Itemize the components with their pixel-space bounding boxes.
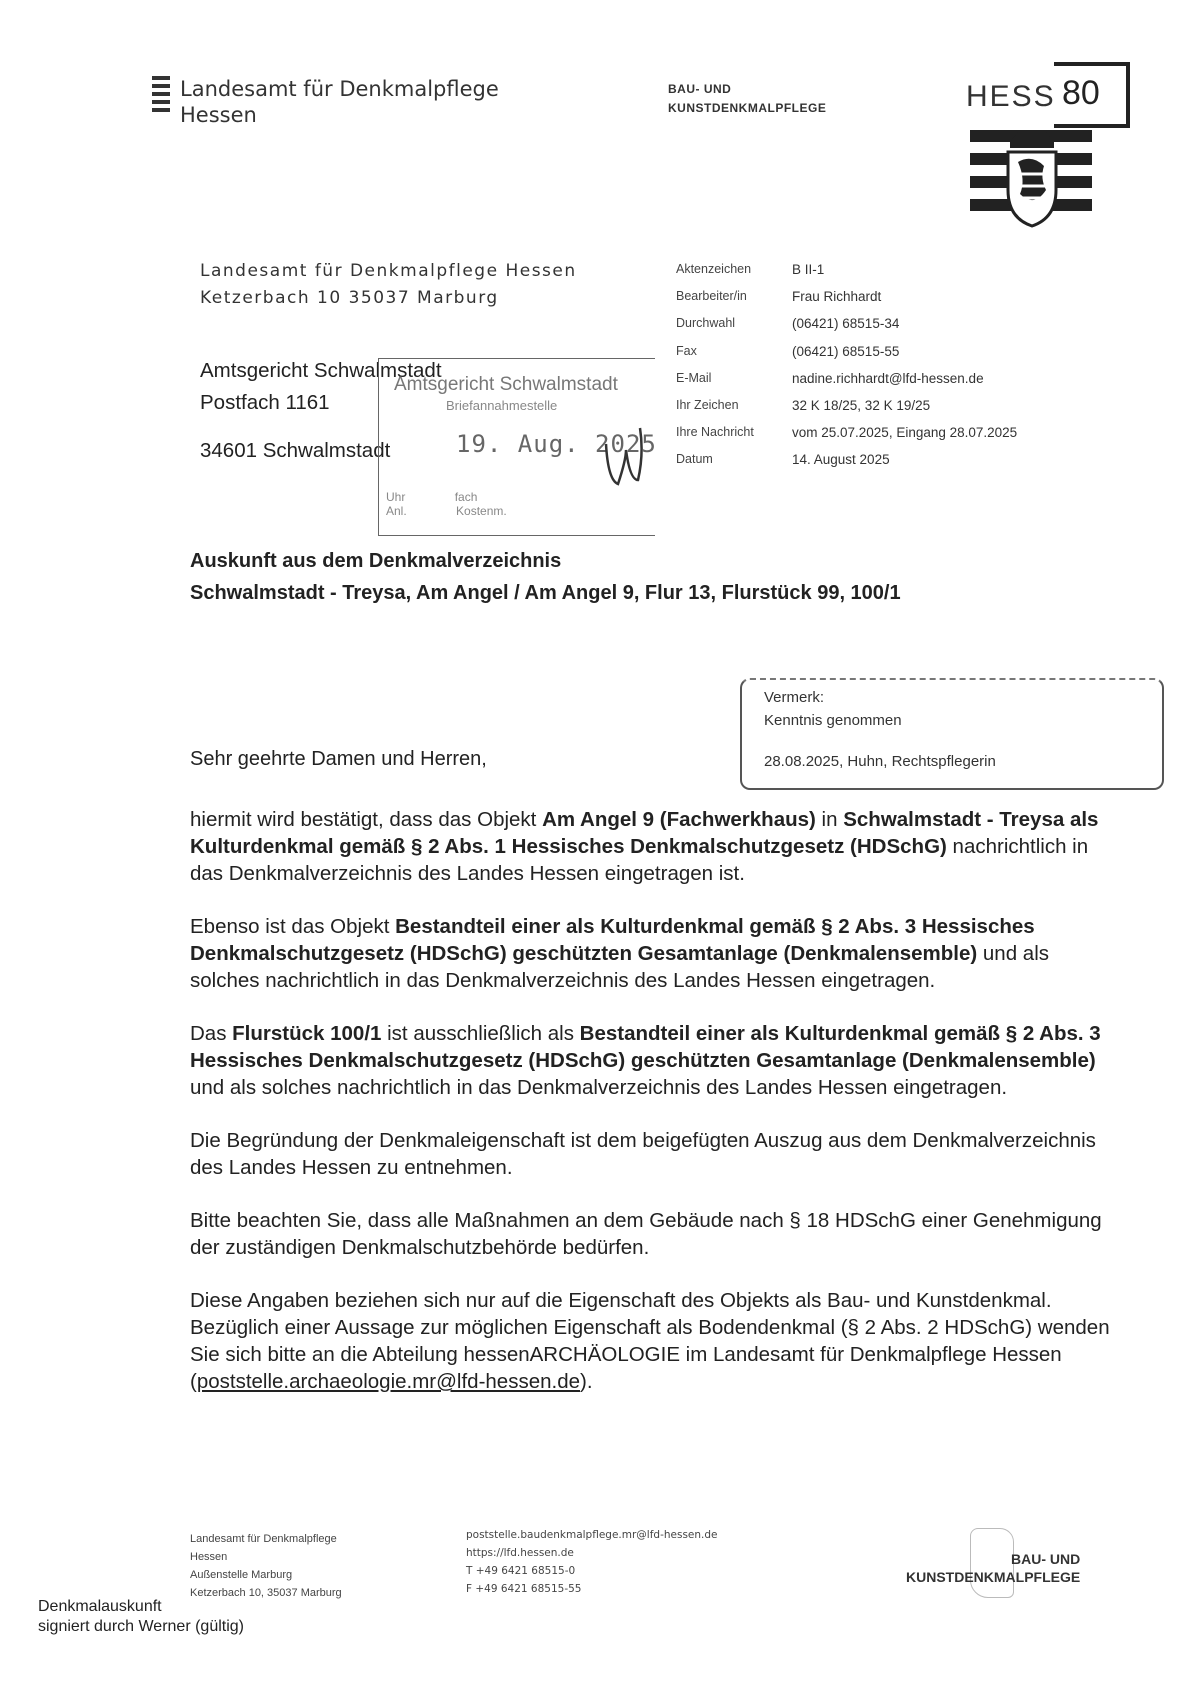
footer-fax: F +49 6421 68515-55 xyxy=(466,1583,582,1595)
stamp-fach-label: fach xyxy=(454,490,478,504)
reference-label: Datum xyxy=(676,452,713,467)
subject-line2: Schwalmstadt - Treysa, Am Angel / Am Angel 9, Flur 13, Flurstück 99, 100/1 xyxy=(190,582,901,604)
reference-value: Frau Richhardt xyxy=(792,289,882,305)
hessen-80-label: 80 xyxy=(1062,74,1100,112)
reference-row xyxy=(676,371,1096,398)
reference-row xyxy=(676,452,1096,479)
paragraph-6 xyxy=(190,1287,1120,1395)
recipient-line3: 34601 Schwalmstadt xyxy=(200,439,391,462)
letter-body xyxy=(190,806,1120,1421)
digital-signature-note xyxy=(38,1597,244,1637)
footer-department-mark xyxy=(906,1550,1080,1586)
department xyxy=(668,80,826,118)
p3-text-c: ist ausschließlich als xyxy=(381,1022,580,1045)
sender-line2: Ketzerbach 10 35037 Marburg xyxy=(200,288,499,308)
greeting: Sehr geehrte Damen und Herren, xyxy=(190,748,487,770)
p6-text-a: Diese Angaben beziehen sich nur auf die Eigenschaft des Objekts als Bau- und Kunstdenkmal. Bezüglich einer Aussage zur möglichen Eigenschaft als Bodendenkmal (§ 2 Abs. 2 HDSchG) wenden Sie sich bitte an die Abteilung hessenARCHÄOLOGIE im Landesamt für Denkmalpflege Hessen ( xyxy=(190,1289,1110,1393)
reference-label: Bearbeiter/in xyxy=(676,289,747,304)
reference-label: Durchwahl xyxy=(676,316,736,331)
note-label: Vermerk: xyxy=(764,689,825,706)
subject-line1: Auskunft aus dem Denkmalverzeichnis xyxy=(190,550,562,572)
paragraph-3 xyxy=(190,1020,1120,1101)
stamp-kosten-label: Kostenm. xyxy=(456,504,507,518)
p3-text-e: und als solches nachrichtlich in das Denkmalverzeichnis des Landes Hessen eingetragen. xyxy=(190,1076,1008,1099)
sender-line1: Landesamt für Denkmalpflege Hessen xyxy=(200,261,577,281)
reference-label: Fax xyxy=(676,343,697,358)
footer-contact xyxy=(466,1526,718,1598)
signature-line2: signiert durch Werner (gültig) xyxy=(38,1618,245,1635)
reference-row xyxy=(676,289,1096,316)
footer-phone: T +49 6421 68515-0 xyxy=(466,1565,576,1577)
footer-left-line2: Hessen xyxy=(190,1551,228,1563)
reference-row xyxy=(676,398,1096,425)
p2-bold-b: Bestandteil einer als Kulturdenkmal gemäß § 2 Abs. 3 Hessisches Denkmalschutzgesetz (HDSchG) geschützten Gesamtanlage (Denkmalensemble) xyxy=(190,915,1035,965)
stamp-fields xyxy=(386,490,650,518)
p3-text-a: Das xyxy=(190,1022,233,1045)
reference-row xyxy=(676,262,1096,289)
org-name xyxy=(180,76,499,128)
stamp-court: Amtsgericht Schwalmstadt xyxy=(394,374,618,395)
subject xyxy=(190,545,901,609)
reference-value: (06421) 68515-34 xyxy=(792,316,900,332)
reference-value: nadine.richhardt@lfd-hessen.de xyxy=(792,370,984,386)
p6-text-c: ). xyxy=(580,1370,593,1393)
org-name-line1: Landesamt für Denkmalpflege xyxy=(180,77,499,101)
reference-value: 32 K 18/25, 32 K 19/25 xyxy=(792,397,931,413)
reference-label: Ihre Nachricht xyxy=(676,425,754,440)
footer-website[interactable]: https://lfd.hessen.de xyxy=(466,1547,574,1559)
stamp-uhr-label: Uhr xyxy=(386,490,406,504)
paragraph-2 xyxy=(190,913,1120,994)
org-logo-icon xyxy=(152,76,170,116)
archaeology-email-link[interactable]: poststelle.archaeologie.mr@lfd-hessen.de xyxy=(196,1370,581,1393)
footer-left-line1: Landesamt für Denkmalpflege xyxy=(190,1533,337,1545)
recipient-line1: Amtsgericht Schwalmstadt xyxy=(200,359,442,382)
p1-text-e: nachrichtlich in das Denkmalverzeichnis des Landes Hessen eingetragen ist. xyxy=(190,835,1089,885)
reference-label: Ihr Zeichen xyxy=(676,397,739,412)
stamp-initials-icon xyxy=(596,420,648,500)
recipient-line2: Postfach 1161 xyxy=(200,391,330,414)
sender-address xyxy=(200,258,577,312)
footer-email[interactable]: poststelle.baudenkmalpflege.mr@lfd-hessen.de xyxy=(466,1529,718,1541)
reference-value: B II-1 xyxy=(792,262,825,277)
signature-line1: Denkmalauskunft xyxy=(38,1598,162,1615)
p1-bold-d: Schwalmstadt - Treysa als Kulturdenkmal gemäß § 2 Abs. 1 Hessisches Denkmalschutzgesetz (HDSchG) xyxy=(190,808,1099,858)
p2-text-a: Ebenso ist das Objekt xyxy=(190,915,396,938)
footer-mark-line2: KUNSTDENKMALPFLEGE xyxy=(906,1569,1081,1585)
reference-row xyxy=(676,316,1096,343)
reference-label: Aktenzeichen xyxy=(676,262,752,276)
paragraph-5: Bitte beachten Sie, dass alle Maßnahmen an dem Gebäude nach § 18 HDSchG einer Genehmigung der zuständigen Denkmalschutzbehörde bedürfen. xyxy=(190,1209,1102,1259)
footer-left-line4: Ketzerbach 10, 35037 Marburg xyxy=(190,1587,342,1599)
reference-value: (06421) 68515-55 xyxy=(792,343,900,359)
reference-value: vom 25.07.2025, Eingang 28.07.2025 xyxy=(792,425,1018,441)
p3-bold-b: Flurstück 100/1 xyxy=(232,1022,382,1045)
reference-row xyxy=(676,425,1096,452)
p3-bold-d: Bestandteil einer als Kulturdenkmal gemäß § 2 Abs. 3 Hessisches Denkmalschutzgesetz (HDSchG) geschützten Gesamtanlage (Denkmalensemble) xyxy=(190,1022,1101,1072)
note-content xyxy=(764,686,996,773)
p1-bold-b: Am Angel 9 (Fachwerkhaus) xyxy=(542,808,816,831)
paragraph-1 xyxy=(190,806,1120,887)
stamp-date: 19. Aug. 2025 xyxy=(456,430,657,458)
note-sign: 28.08.2025, Huhn, Rechtspflegerin xyxy=(764,753,996,770)
department-line2: KUNSTDENKMALPFLEGE xyxy=(668,101,827,115)
reference-row xyxy=(676,344,1096,371)
p1-text-a: hiermit wird bestätigt, dass das Objekt xyxy=(190,808,543,831)
reference-label: E-Mail xyxy=(676,370,712,385)
stamp-subtitle: Briefannahmestelle xyxy=(446,398,558,413)
paragraph-4: Die Begründung der Denkmaleigenschaft ist dem beigefügten Auszug aus dem Denkmalverzeichnis des Landes Hessen zu entnehmen. xyxy=(190,1129,1096,1179)
department-line1: BAU- UND xyxy=(668,82,732,96)
footer-mark-line1: BAU- UND xyxy=(1011,1551,1081,1567)
hessen-coat-of-arms-icon xyxy=(1004,128,1060,228)
footer-address xyxy=(190,1530,342,1602)
hessen-wordmark: HESS xyxy=(966,80,1056,113)
p1-text-c: in xyxy=(815,808,844,831)
p2-text-c: und als solches nachrichtlich in das Denkmalverzeichnis des Landes Hessen eingetragen. xyxy=(190,942,1050,992)
stamp-anl-label: Anl. xyxy=(386,504,407,518)
reference-block xyxy=(676,262,1096,480)
org-name-line2: Hessen xyxy=(180,103,257,127)
reference-value: 14. August 2025 xyxy=(792,452,890,468)
footer-left-line3: Außenstelle Marburg xyxy=(190,1569,293,1581)
note-text: Kenntnis genommen xyxy=(764,712,902,729)
